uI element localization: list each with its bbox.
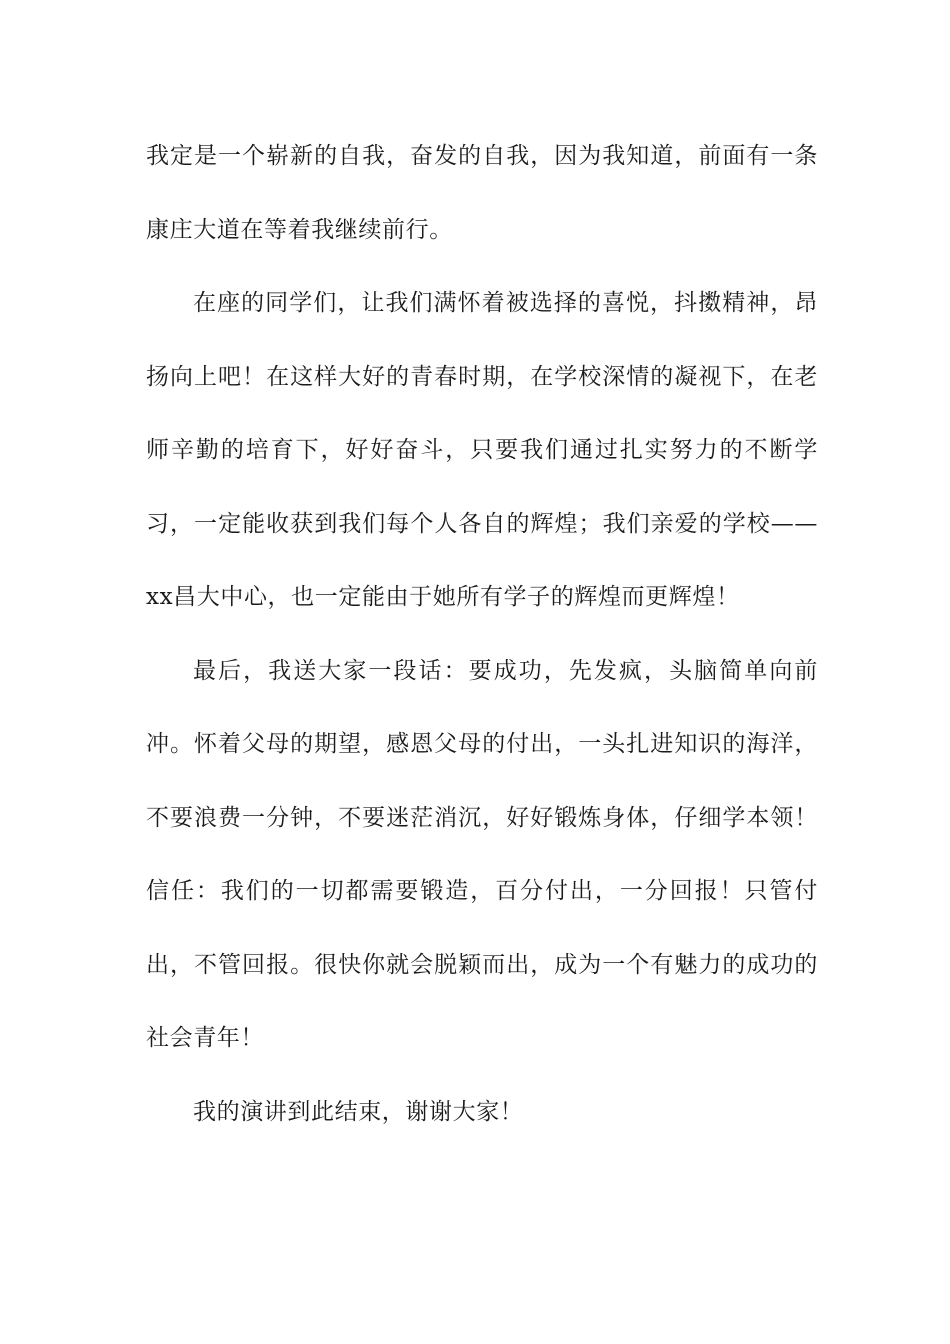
paragraph-1: 我定是一个崭新的自我，奋发的自我，因为我知道，前面有一条康庄大道在等着我继续前行。: [146, 143, 818, 243]
paragraph-3: 最后，我送大家一段话：要成功，先发疯，头脑简单向前冲。怀着父母的期望，感恩父母的付出，一头扎进知识的海洋，不要浪费一分钟，不要迷茫消沉，好好锻炼身体，仔细学本领！信任：我们的一切都需要锻造，百分付出，一分回报！只管付出，不管回报。很快你就会脱颖而出，成为一个有魅力的成功的社会青年！: [146, 657, 818, 1051]
paragraph-4: 我的演讲到此结束，谢谢大家！: [193, 1098, 524, 1125]
speech-text-body: [146, 120, 818, 1149]
paragraph-2: 在座的同学们，让我们满怀着被选择的喜悦，抖擞精神，昂扬向上吧！在这样大好的青春时期，在学校深情的凝视下，在老师辛勤的培育下，好好奋斗，只要我们通过扎实努力的不断学习，一定能收获到我们每个人各自的辉煌；我们亲爱的学校——xx昌大中心，也一定能由于她所有学子的辉煌而更辉煌！: [146, 290, 818, 610]
